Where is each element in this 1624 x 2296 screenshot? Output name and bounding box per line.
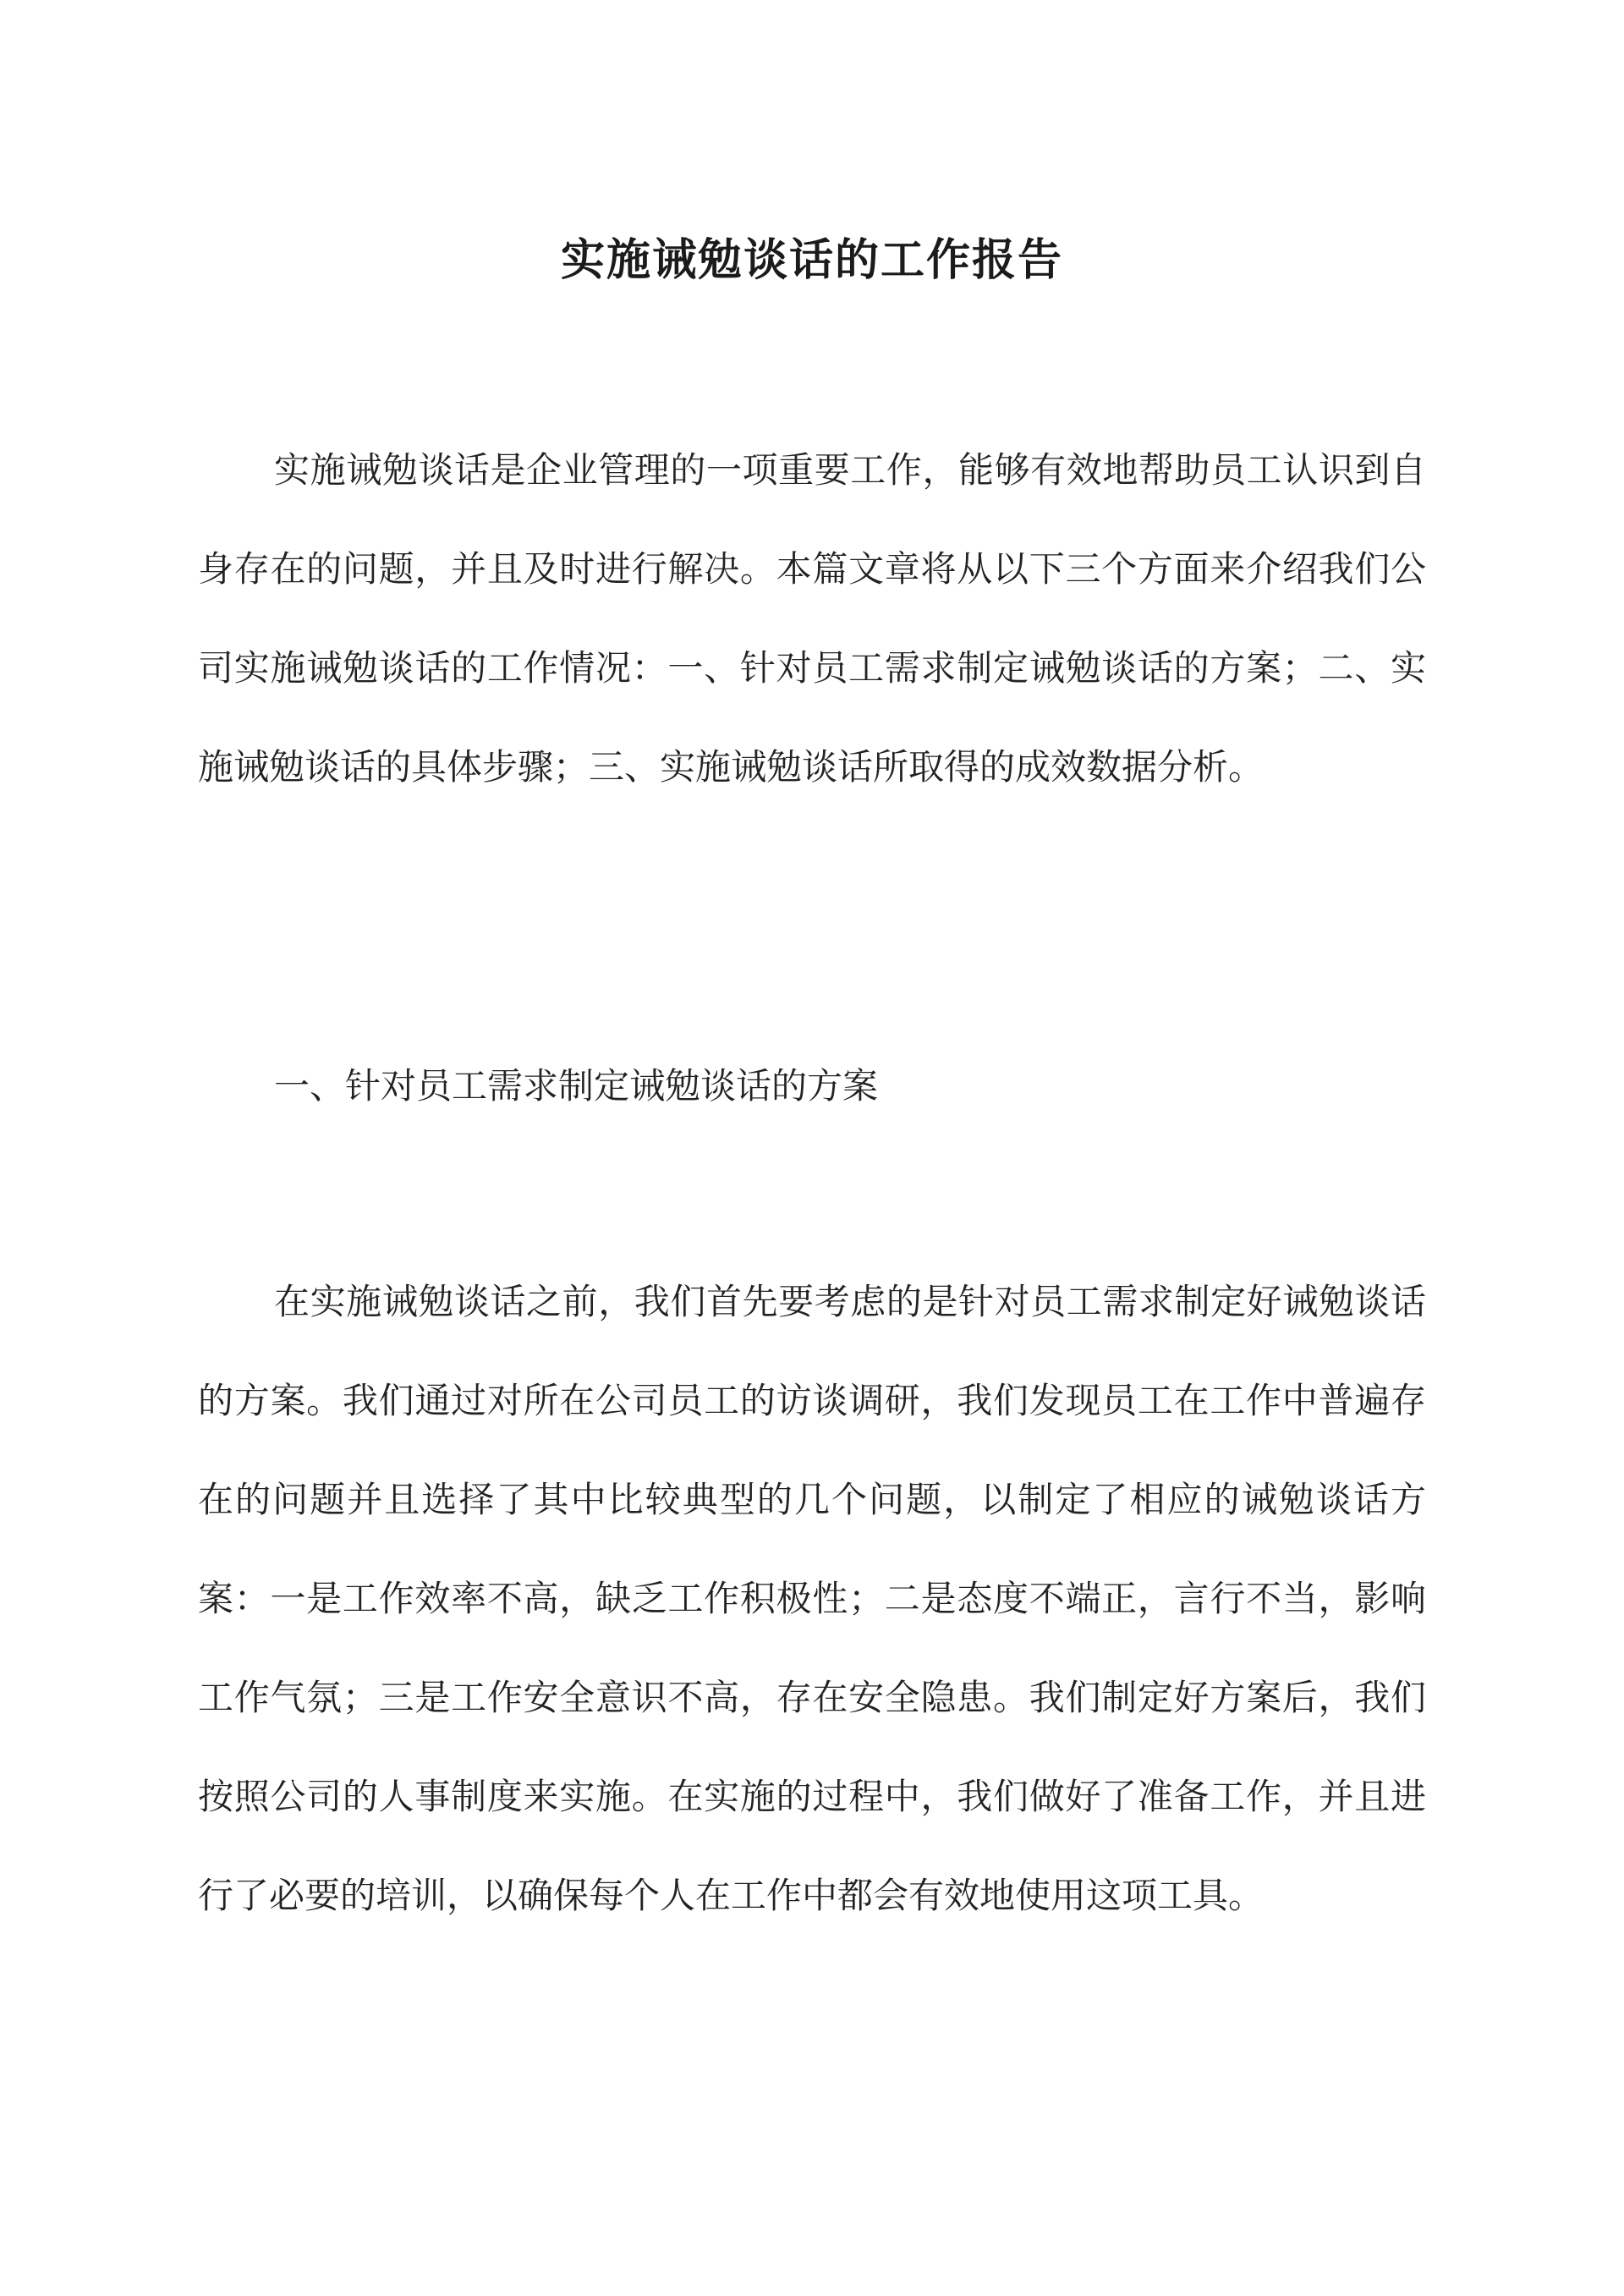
- document-title: 实施诫勉谈话的工作报告: [560, 233, 1063, 286]
- section-body-paragraph: 在实施诫勉谈话之前，我们首先要考虑的是针对员工需求制定好诫勉谈话的方案。我们通过对所在公司员工的访谈调研，我们发现员工在工作中普遍存在的问题并且选择了其中比较典型的几个问题，以制定了相应的诫勉谈话方案：一是工作效率不高，缺乏工作积极性；二是态度不端正，言行不当，影响工作气氛；三是工作安全意识不高，存在安全隐患。我们制定好方案后，我们按照公司的人事制度来实施。在实施的过程中，我们做好了准备工作，并且进行了必要的培训，以确保每个人在工作中都会有效地使用这项工具。: [198, 1281, 1426, 1916]
- intro-paragraph: 实施诫勉谈话是企业管理的一项重要工作，能够有效地帮助员工认识到自身存在的问题，并且及时进行解决。本篇文章将从以下三个方面来介绍我们公司实施诫勉谈话的工作情况：一、针对员工需求制定诫勉谈话的方案；二、实施诫勉谈话的具体步骤；三、实施诫勉谈话所取得的成效数据分析。: [198, 449, 1426, 788]
- section-heading: 一、针对员工需求制定诫勉谈话的方案: [274, 1065, 879, 1107]
